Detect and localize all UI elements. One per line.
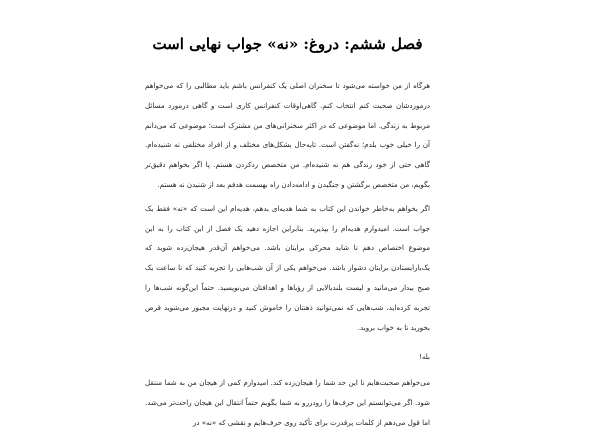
chapter-title: فصل ششم: دروغ: «نه» جواب نهایی است [152, 35, 423, 53]
short-exclamation: بله! [419, 352, 430, 362]
body-paragraph-3: می‌خواهم صحبت‌هایم تا این حد شما را هیجان‌زده کند. امیدوارم کمی از هیجان من به شما منتقل شود. اگر می‌توانستم این حرف‌ها را رودررو به شما بگویم حتماً انتقال این هیجان راحت‌تر می‌شد. اما قول می‌دهم از کلمات پرقدرت برای تأکید روی حرف‌هایم و نقشی که «نه» در [145, 378, 430, 427]
body-paragraph-2: اگر بخواهم به‌خاطر خواندن این کتاب به شما هدیه‌ای بدهم، هدیه‌ام این است که «نه» فقط یک جواب است. امیدوارم هدیه‌ام را بپذیرید. بنابراین اجازه دهید یک فصل از این کتاب را به این موضوع اختصاص دهم تا شاید محرکی برایتان باشد. می‌خواهم آن‌قدر هیجان‌زده شوید که یک‌بارایستادن برایتان دشوار باشد. می‌خواهم یکی از آن شب‌هایی را تجربه کنید که تا ساعت یک صبح بیدار می‌مانید و لیست بلندبالایی از رؤیاها و اهدافتان می‌نویسید. حتماً این‌گونه شب‌ها را تجربه کرده‌اید، شب‌هایی که نمی‌توانید ذهنتان را خاموش کنید و درنهایت مجبور می‌شوید قرص بخورید تا به خواب بروید. [145, 203, 430, 332]
body-paragraph-1: هرگاه از من خواسته می‌شود تا سخنران اصلی یک کنفرانس باشم باید مطالبی را که می‌خواهم درمورد‌شان صحبت کنم انتخاب کنم. گاهی‌اوقات کنفرانس کاری است و گاهی درمورد مسائل مربوط به زندگی. اما موضوعی که در اکثر سخنرانی‌های من مشترک است؛ موضوعی که می‌دانم آن را خیلی خوب بلدم؛ نه‌گفتن است. تابه‌حال بشکل‌های مختلف و از افراد مختلفی نه شنیده‌ام. گاهی حتی از خود زندگی هم نه شنیده‌ام. من متخصص ردکردن هستم. پا اگر بخواهم دقیق‌تر بگویم، من متخصص برگشتن و جنگیدن و ادامه‌دادن راه بهسمت هدفم بعد از شنیدن نه هستم. [145, 81, 430, 189]
